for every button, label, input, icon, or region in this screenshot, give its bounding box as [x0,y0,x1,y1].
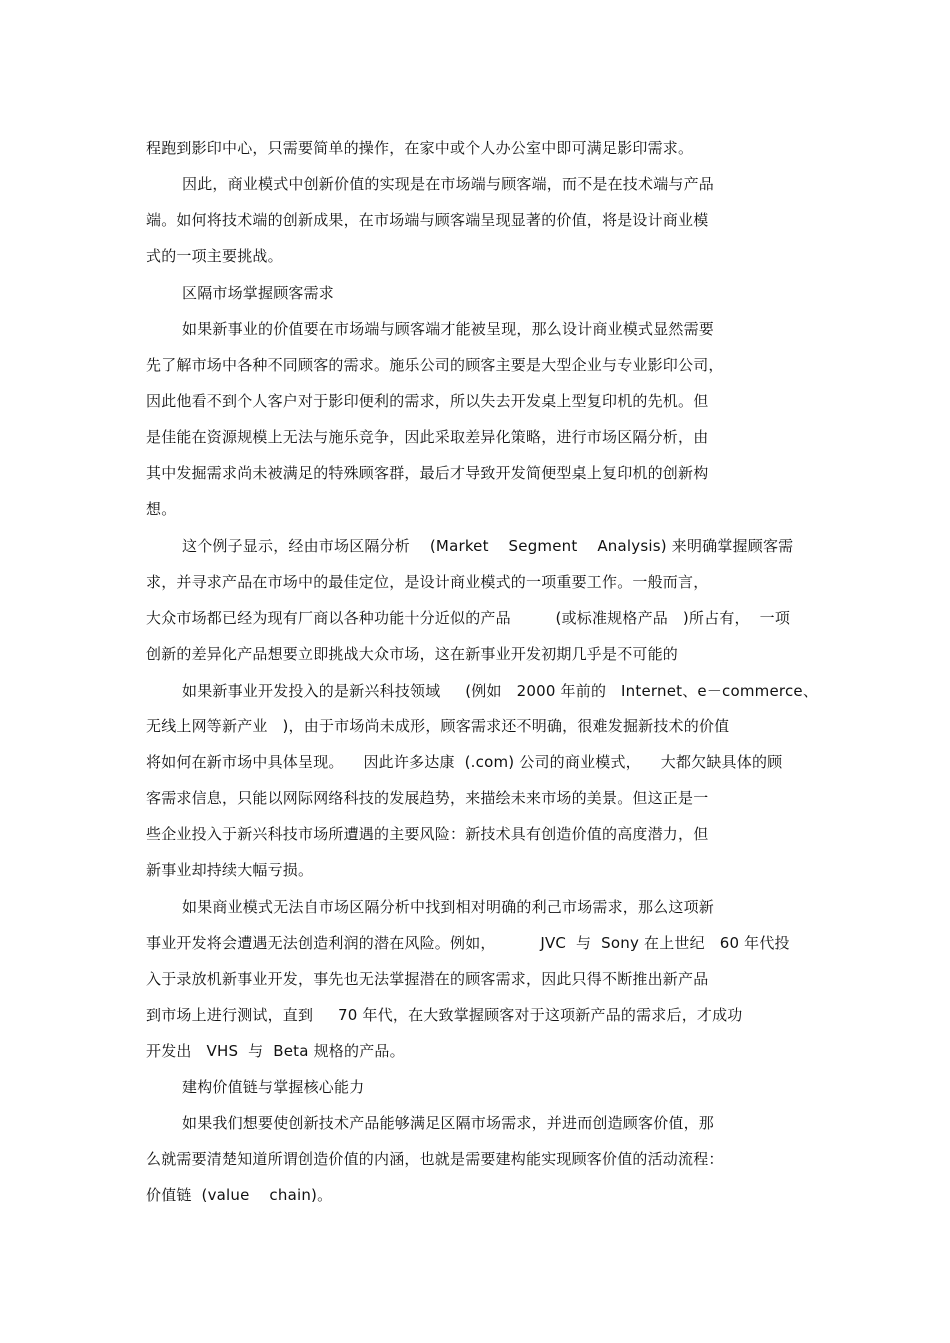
text-line: 创新的差异化产品想要立即挑战大众市场，这在新事业开发初期几乎是不可能的 [146,645,679,663]
text-line: 这个例子显示，经由市场区隔分析 (Market Segment Analysis) 来明确掌握顾客需 [182,537,794,555]
text-line: 到市场上进行测试，直到 70 年代，在大致掌握顾客对于这项新产品的需求后，才成功 [146,1006,743,1024]
text-line: 是佳能在资源规模上无法与施乐竞争，因此采取差异化策略，进行市场区隔分析，由 [146,428,709,446]
text-line: 端。如何将技术端的创新成果，在市场端与顾客端呈现显著的价值，将是设计商业模 [146,211,709,229]
text-line: 式的一项主要挑战。 [146,247,283,265]
text-line: 价值链 (value chain)。 [146,1186,333,1204]
text-line: 入于录放机新事业开发，事先也无法掌握潜在的顾客需求，因此只得不断推出新产品 [146,970,709,988]
text-line: 如果新事业的价值要在市场端与顾客端才能被呈现，那么设计商业模式显然需要 [182,320,715,338]
text-line: 先了解市场中各种不同顾客的需求。施乐公司的顾客主要是大型企业与专业影印公司， [146,356,724,374]
text-line: 程跑到影印中心，只需要简单的操作，在家中或个人办公室中即可满足影印需求。 [146,139,694,157]
text-line: 其中发掘需求尚未被满足的特殊顾客群，最后才导致开发简便型桌上复印机的创新构 [146,464,709,482]
text-line: 么就需要清楚知道所谓创造价值的内涵，也就是需要建构能实现顾客价值的活动流程： [146,1150,724,1168]
text-line: 因此他看不到个人客户对于影印便利的需求，所以失去开发桌上型复印机的先机。但 [146,392,709,410]
text-line: 开发出 VHS 与 Beta 规格的产品。 [146,1042,405,1060]
text-line: 客需求信息，只能以网际网络科技的发展趋势，来描绘未来市场的美景。但这正是一 [146,789,709,807]
text-line: 求，并寻求产品在市场中的最佳定位，是设计商业模式的一项重要工作。一般而言， [146,573,709,591]
text-line: 事业开发将会遭遇无法创造利润的潜在风险。例如， JVC 与 Sony 在上世纪 60 年代投 [146,934,790,952]
text-line: 无线上网等新产业 )，由于市场尚未成形，顾客需求还不明确，很难发掘新技术的价值 [146,717,730,735]
text-line: 如果新事业开发投入的是新兴科技领域 (例如 2000 年前的 Internet、e－commerce、 [182,682,819,700]
text-line: 如果商业模式无法自市场区隔分析中找到相对明确的利己市场需求，那么这项新 [182,898,715,916]
text-line: 如果我们想要使创新技术产品能够满足区隔市场需求，并进而创造顾客价值，那 [182,1114,715,1132]
text-line: 大众市场都已经为现有厂商以各种功能十分近似的产品 (或标准规格产品 )所占有， 一项 [146,609,791,627]
section-heading: 建构价值链与掌握核心能力 [182,1078,365,1096]
text-line: 因此，商业模式中创新价值的实现是在市场端与顾客端，而不是在技术端与产品 [182,175,715,193]
text-line: 新事业却持续大幅亏损。 [146,861,314,879]
text-line: 些企业投入于新兴科技市场所遭遇的主要风险：新技术具有创造价值的高度潜力，但 [146,825,709,843]
text-line: 想。 [146,500,177,518]
text-line: 将如何在新市场中具体呈现。 因此许多达康 (.com) 公司的商业模式， 大都欠缺具体的顾 [146,753,783,771]
section-heading: 区隔市场掌握顾客需求 [182,284,335,302]
